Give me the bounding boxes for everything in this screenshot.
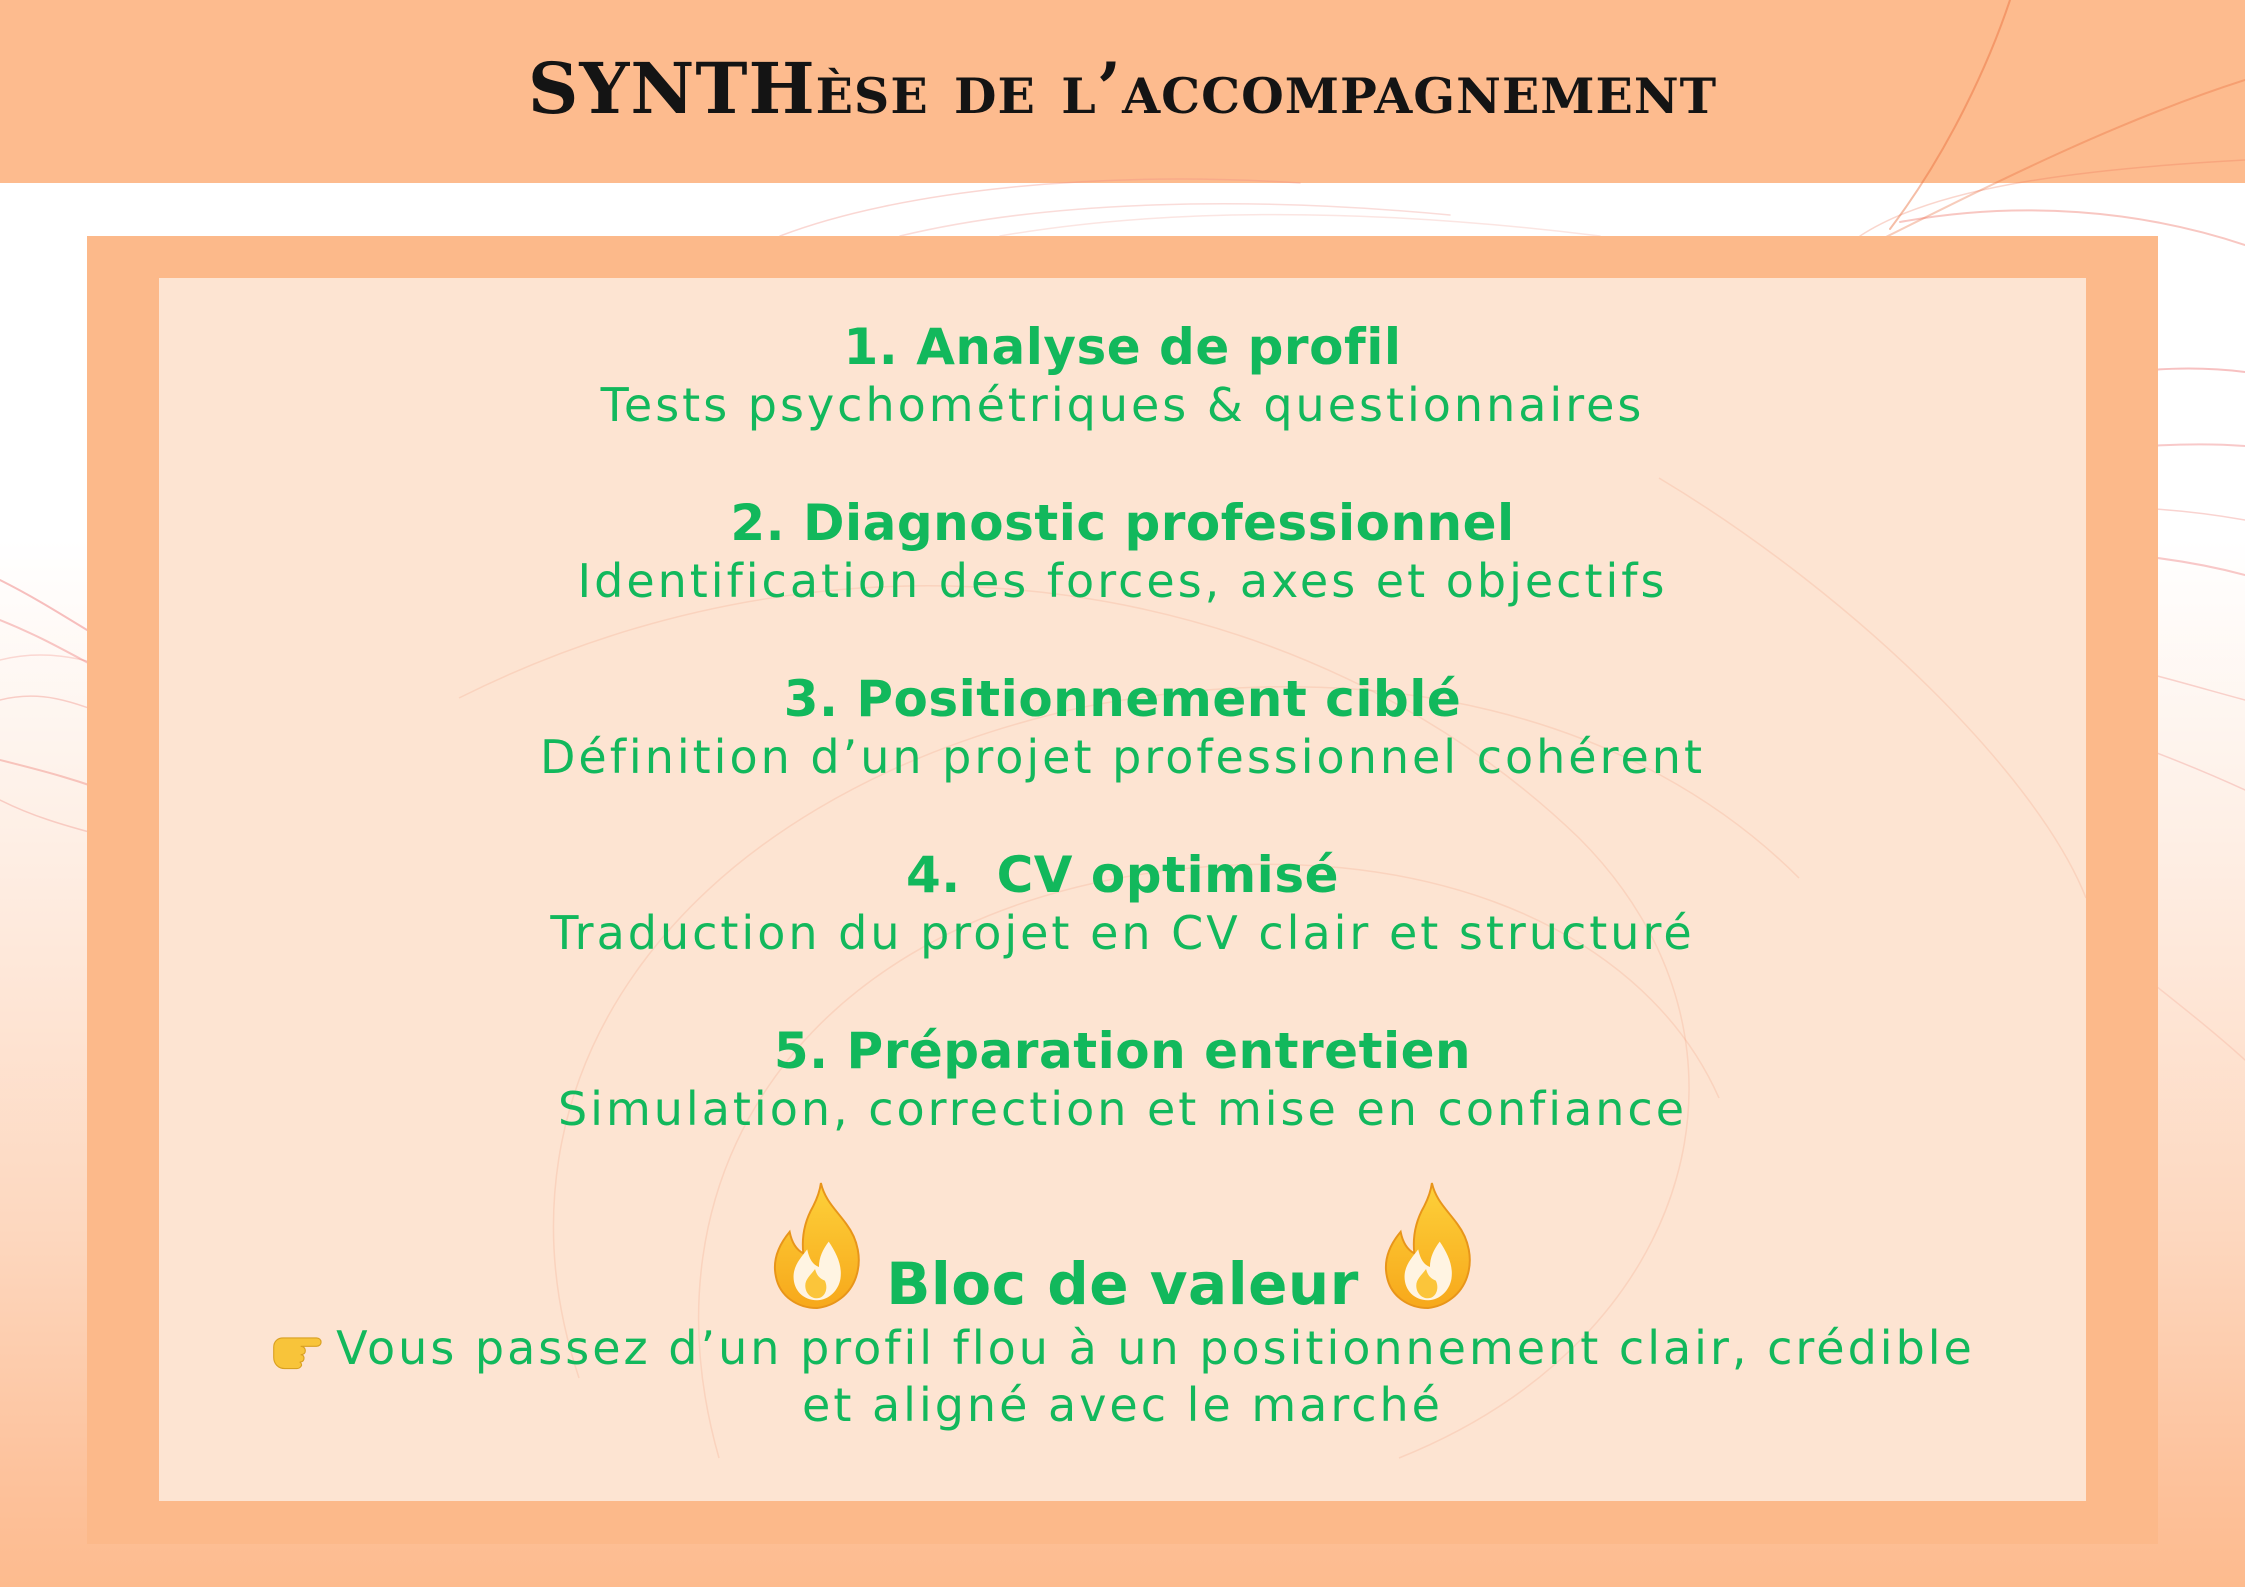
- fire-icon: [1379, 1181, 1477, 1310]
- step-title: 3. Positionnement ciblé: [783, 670, 1462, 728]
- pointing-hand-icon: [270, 1330, 322, 1370]
- step-description: Définition d’un projet professionnel cohérent: [540, 730, 1705, 784]
- value-block-heading: [159, 1181, 2086, 1321]
- outer-frame: [87, 236, 2158, 1544]
- step-title: 1. Analyse de profil: [843, 318, 1402, 376]
- swirl-line: [900, 204, 1450, 236]
- value-line-text: et aligné avec le marché: [802, 1378, 1443, 1432]
- value-line-1: [159, 1320, 2086, 1377]
- value-block-text: [159, 1320, 2086, 1434]
- step-description: Simulation, correction et mise en confiance: [557, 1082, 1688, 1136]
- step-2: [159, 494, 2086, 610]
- step-1: [159, 318, 2086, 434]
- swirl-line: [780, 179, 1300, 236]
- content-panel: [159, 278, 2086, 1501]
- step-title: 4. CV optimisé: [906, 846, 1339, 904]
- step-4: [159, 846, 2086, 962]
- value-line-2: [159, 1377, 2086, 1434]
- step-5: [159, 1022, 2086, 1138]
- swirl-line: [1000, 215, 1600, 236]
- value-block-title: Bloc de valeur: [886, 1250, 1359, 1318]
- step-description: Identification des forces, axes et objectifs: [577, 554, 1668, 608]
- step-3: [159, 670, 2086, 786]
- step-title: 5. Préparation entretien: [773, 1022, 1472, 1080]
- page-title: SYNTHèse de l’accompagnement: [527, 47, 1718, 130]
- step-title: 2. Diagnostic professionnel: [730, 494, 1515, 552]
- fire-icon: [768, 1181, 866, 1310]
- step-description: Traduction du projet en CV clair et structuré: [550, 906, 1695, 960]
- value-line-text: Vous passez d’un profil flou à un positionnement clair, crédible: [336, 1321, 1975, 1375]
- step-description: Tests psychométriques & questionnaires: [600, 378, 1645, 432]
